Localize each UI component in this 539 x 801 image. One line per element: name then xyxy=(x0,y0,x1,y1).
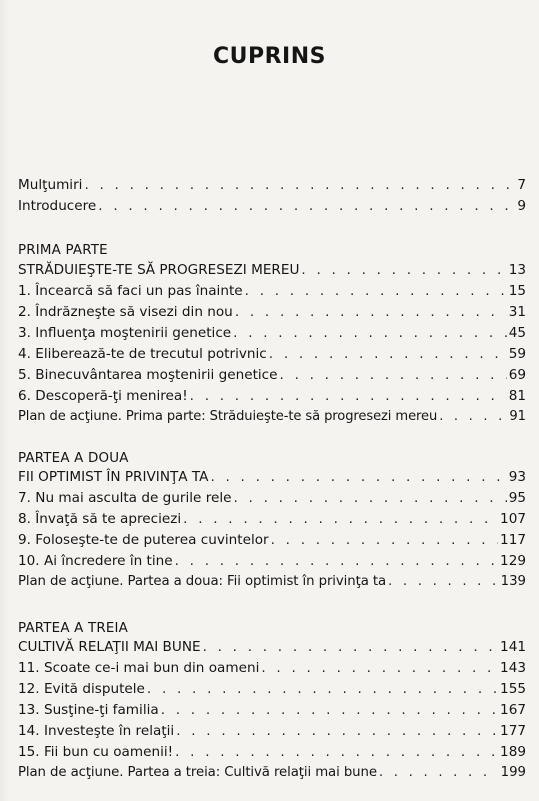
part-heading-entry xyxy=(18,467,526,487)
chapter-entry xyxy=(18,679,526,699)
chapter-label: 14. Investeşte în relaţii xyxy=(18,723,175,739)
toc-entry xyxy=(18,175,526,195)
chapter-entry xyxy=(18,386,526,406)
chapter-entry xyxy=(18,323,526,343)
chapter-label: 2. Îndrăzneşte să visezi din nou xyxy=(18,304,233,320)
chapter-entry xyxy=(18,365,526,385)
dot-leader xyxy=(98,196,515,216)
chapter-label: 10. Ai încredere în tine xyxy=(18,553,173,569)
dot-leader xyxy=(234,488,507,508)
chapter-page: 189 xyxy=(500,744,526,760)
chapter-label: 5. Binecuvântarea moştenirii genetice xyxy=(18,367,278,383)
part-label: PARTEA A TREIA xyxy=(18,621,129,636)
dot-leader xyxy=(301,260,506,280)
dot-leader xyxy=(280,365,507,385)
chapter-page: 31 xyxy=(508,304,526,320)
action-plan-entry xyxy=(18,572,526,592)
chapter-label: 13. Susţine-ţi familia xyxy=(18,702,159,718)
action-plan-entry xyxy=(18,407,526,427)
chapter-page: 143 xyxy=(500,660,526,676)
chapter-label: 3. Influenţa moştenirii genetice xyxy=(18,325,232,341)
chapter-entry xyxy=(18,344,526,364)
dot-leader xyxy=(183,509,498,529)
part-heading-entry xyxy=(18,260,526,280)
part-label: PARTEA A DOUA xyxy=(18,451,129,466)
page-title: CUPRINS xyxy=(212,44,327,69)
dot-leader xyxy=(84,175,515,195)
chapter-label: 11. Scoate ce-i mai bun din oameni xyxy=(18,660,260,676)
toc-entry-page: 9 xyxy=(517,198,526,214)
toc-entry-label: Introducere xyxy=(18,198,97,214)
dot-leader xyxy=(245,281,507,301)
action-plan-page: 199 xyxy=(500,765,526,780)
chapter-page: 167 xyxy=(500,702,526,718)
action-plan-label: Plan de acţiune. Partea a treia: Cultivă relaţii mai bune xyxy=(18,765,377,780)
part-heading-entry xyxy=(18,637,526,657)
chapter-entry xyxy=(18,302,526,322)
part-heading: FII OPTIMIST ÎN PRIVINŢA TA xyxy=(18,469,209,485)
chapter-entry xyxy=(18,721,526,741)
chapter-label: 8. Învaţă să te apreciezi xyxy=(18,511,182,527)
dot-leader xyxy=(388,572,499,592)
dot-leader xyxy=(210,467,506,487)
toc-entry-label: Mulţumiri xyxy=(18,177,83,193)
dot-leader xyxy=(190,386,507,406)
dot-leader xyxy=(261,658,498,678)
dot-leader xyxy=(235,302,507,322)
dot-leader xyxy=(175,742,498,762)
chapter-entry xyxy=(18,509,526,529)
dot-leader xyxy=(176,721,498,741)
chapter-label: 6. Descoperă-ţi menirea! xyxy=(18,388,188,404)
action-plan-entry xyxy=(18,763,526,783)
action-plan-label: Plan de acţiune. Partea a doua: Fii optimist în privinţa ta xyxy=(18,574,387,589)
chapter-entry xyxy=(18,700,526,720)
chapter-entry xyxy=(18,530,526,550)
chapter-page: 117 xyxy=(500,532,526,548)
part-label: PRIMA PARTE xyxy=(18,243,108,258)
action-plan-page: 139 xyxy=(500,574,526,589)
dot-leader xyxy=(271,530,498,550)
dot-leader xyxy=(233,323,507,343)
action-plan-page: 91 xyxy=(509,409,526,424)
chapter-entry xyxy=(18,488,526,508)
chapter-page: 69 xyxy=(508,367,526,383)
chapter-page: 15 xyxy=(508,283,526,299)
dot-leader xyxy=(161,700,498,720)
chapter-page: 129 xyxy=(500,553,526,569)
dot-leader xyxy=(147,679,498,699)
dot-leader xyxy=(175,551,498,571)
chapter-page: 107 xyxy=(500,511,526,527)
dot-leader xyxy=(379,763,499,783)
chapter-entry xyxy=(18,742,526,762)
part-heading: CULTIVĂ RELAŢII MAI BUNE xyxy=(18,639,201,655)
chapter-page: 95 xyxy=(508,490,526,506)
dot-leader xyxy=(203,637,498,657)
chapter-page: 59 xyxy=(508,346,526,362)
toc-entry-page: 13 xyxy=(508,262,526,278)
chapter-entry xyxy=(18,551,526,571)
chapter-page: 177 xyxy=(500,723,526,739)
part-heading: STRĂDUIEŞTE-TE SĂ PROGRESEZI MEREU xyxy=(18,262,300,278)
chapter-page: 81 xyxy=(508,388,526,404)
chapter-entry xyxy=(18,281,526,301)
dot-leader xyxy=(439,407,507,427)
chapter-page: 45 xyxy=(508,325,526,341)
toc-entry-page: 7 xyxy=(517,177,526,193)
chapter-label: 12. Evită disputele xyxy=(18,681,145,697)
action-plan-label: Plan de acţiune. Prima parte: Străduieşte-te să progresezi mereu xyxy=(18,409,438,424)
toc-entry-page: 141 xyxy=(500,639,526,655)
toc-entry-page: 93 xyxy=(508,469,526,485)
chapter-label: 1. Încearcă să faci un pas înainte xyxy=(18,283,243,299)
chapter-label: 9. Foloseşte-te de puterea cuvintelor xyxy=(18,532,269,548)
toc-entry xyxy=(18,196,526,216)
chapter-entry xyxy=(18,658,526,678)
chapter-label: 7. Nu mai asculta de gurile rele xyxy=(18,490,232,506)
chapter-label: 15. Fii bun cu oamenii! xyxy=(18,744,174,760)
chapter-page: 155 xyxy=(500,681,526,697)
chapter-label: 4. Eliberează-te de trecutul potrivnic xyxy=(18,346,267,362)
dot-leader xyxy=(269,344,507,364)
